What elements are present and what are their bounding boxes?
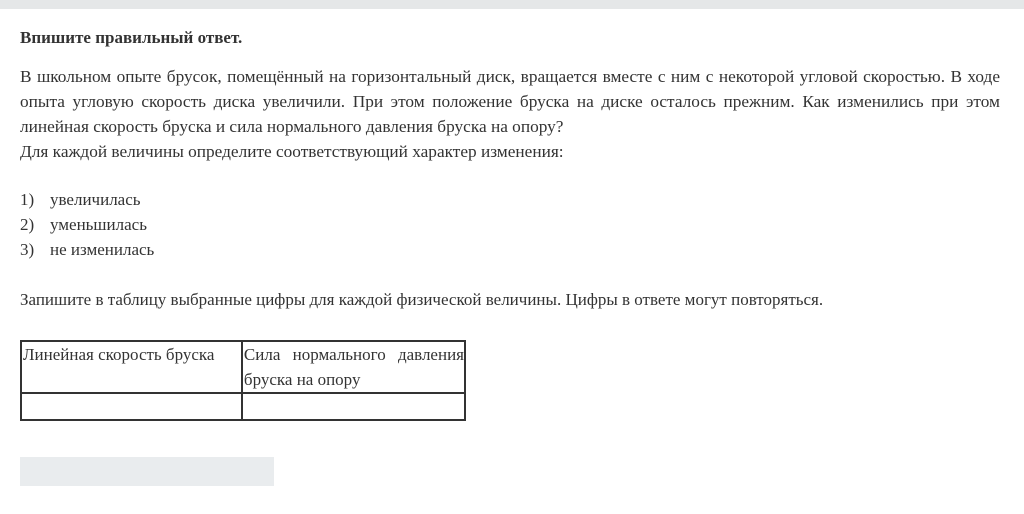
header-normal-force: Сила нормального давления бруска на опору bbox=[242, 341, 465, 393]
submit-button-placeholder[interactable] bbox=[20, 457, 274, 486]
question-text bbox=[20, 64, 1000, 164]
option-number: 1) bbox=[20, 190, 35, 209]
option-number: 2) bbox=[20, 215, 35, 234]
answer-cell-linear-speed[interactable] bbox=[21, 393, 242, 420]
top-bar bbox=[0, 0, 1024, 9]
answer-input-linear-speed[interactable] bbox=[22, 394, 241, 419]
header-linear-speed: Линейная скорость бруска bbox=[21, 341, 242, 393]
option-label: не изменилась bbox=[50, 240, 155, 259]
task-instruction: Впишите правильный ответ. bbox=[20, 28, 243, 47]
option-label: уменьшилась bbox=[50, 215, 147, 234]
table-answer-row bbox=[21, 393, 465, 420]
answer-cell-normal-force[interactable] bbox=[242, 393, 465, 420]
question-prompt: Для каждой величины определите соответствующий характер изменения: bbox=[20, 142, 564, 161]
question-body: В школьном опыте брусок, помещённый на горизонтальный диск, вращается вместе с ним с некоторой угловой скоростью. В ходе опыта угловую скорость диска увеличили. При этом положение бруска на диске осталось прежним. Как изменились при этом линейная скорость бруска и сила нормального давления бруска на опору? bbox=[20, 67, 1000, 136]
option-item bbox=[20, 212, 1000, 237]
task-content bbox=[20, 26, 1000, 312]
answer-input-normal-force[interactable] bbox=[243, 394, 464, 419]
option-item bbox=[20, 237, 1000, 262]
option-number: 3) bbox=[20, 240, 35, 259]
answer-note: Запишите в таблицу выбранные цифры для каждой физической величины. Цифры в ответе могут повторяться. bbox=[20, 290, 824, 309]
option-label: увеличилась bbox=[50, 190, 141, 209]
answer-table bbox=[20, 340, 466, 421]
table-header-row bbox=[21, 341, 465, 393]
answer-options-list bbox=[20, 187, 1000, 262]
option-item bbox=[20, 187, 1000, 212]
